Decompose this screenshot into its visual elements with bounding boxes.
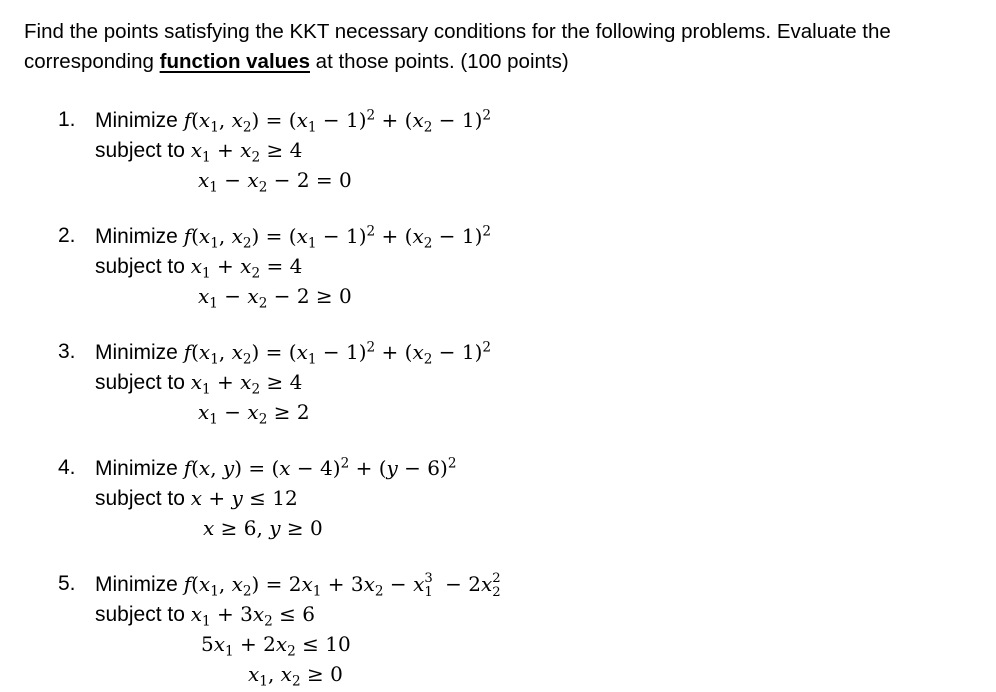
problem-number: 3. [58, 340, 76, 363]
objective-formula: $f(x_1$, $x_2) = (x_1 - 1)^2 + (x_2 - 1)^2$ [183, 339, 492, 368]
instructions-emphasis: function values [159, 50, 310, 73]
minimize-label: Minimize [95, 225, 178, 248]
problem-number: 4. [58, 456, 76, 479]
minimize-label: Minimize [95, 109, 178, 132]
constraint-line-2: $x_1 - x_2 \ge 2$ [198, 400, 310, 428]
objective-formula: f(x, $y) = (x - 4)^2 + (y - 6)^2$ [183, 455, 457, 480]
problem-number: 1. [58, 108, 76, 131]
subject-to-label: subject to [95, 139, 185, 162]
constraint-formula: $x_1 + x_2 \ge 4$ [190, 370, 303, 398]
problem-number: 2. [58, 224, 76, 247]
objective-line [95, 338, 491, 367]
subject-to-label: subject to [95, 255, 185, 278]
constraint-formula: x + y ≤ 12 [190, 486, 298, 510]
constraint-line-1 [95, 136, 302, 165]
instructions-line-2 [24, 47, 974, 77]
objective-line [95, 454, 456, 483]
objective-formula: $f(x_1$, $x_2) = (x_1 - 1)^2 + (x_2 - 1)^2$ [183, 223, 492, 252]
subject-to-label: subject to [95, 487, 185, 510]
instructions-line-1: Find the points satisfying the KKT necessary conditions for the following problems. Evaluate the [24, 20, 891, 43]
constraint-line-2: $x_1 - x_2 - 2 = 0$ [198, 168, 352, 196]
instructions-paragraph [24, 17, 974, 77]
constraint-line-2: $5x_1 + 2x_2 \le 10$ [201, 632, 351, 660]
constraint-line-3: $x_1$, $x_2 \ge 0$ [248, 662, 343, 690]
constraint-line-1 [95, 368, 302, 397]
objective-line [95, 106, 491, 135]
objective-formula: $f(x_1$, $x_2) = 2x_1 + 3x_2 - x$ 3 1 − 2x 2 2 [183, 571, 501, 601]
constraint-line-1 [95, 252, 302, 281]
problem-number: 5. [58, 572, 76, 595]
minimize-label: Minimize [95, 573, 178, 596]
constraint-line-2: $x_1 - x_2 - 2 \ge 0$ [198, 284, 352, 312]
constraint-formula: $x_1 + 3x_2 \le 6$ [190, 602, 316, 630]
constraint-line-2: x ≥ 6, y ≥ 0 [203, 516, 323, 540]
objective-formula: $f(x_1$, $x_2) = (x_1 - 1)^2 + (x_2 - 1)^2$ [183, 107, 492, 136]
minimize-label: Minimize [95, 457, 178, 480]
constraint-line-1 [95, 600, 315, 629]
constraint-line-1 [95, 484, 298, 513]
minimize-label: Minimize [95, 341, 178, 364]
objective-line [95, 222, 491, 251]
instructions-line-2-suffix: at those points. (100 points) [309, 50, 569, 73]
subject-to-label: subject to [95, 603, 185, 626]
objective-line [95, 570, 507, 599]
constraint-formula: $x_1 + x_2 \ge 4$ [190, 138, 303, 166]
subject-to-label: subject to [95, 371, 185, 394]
constraint-formula: $x_1 + x_2 = 4$ [190, 254, 303, 282]
instructions-line-2-prefix: corresponding [24, 50, 160, 73]
